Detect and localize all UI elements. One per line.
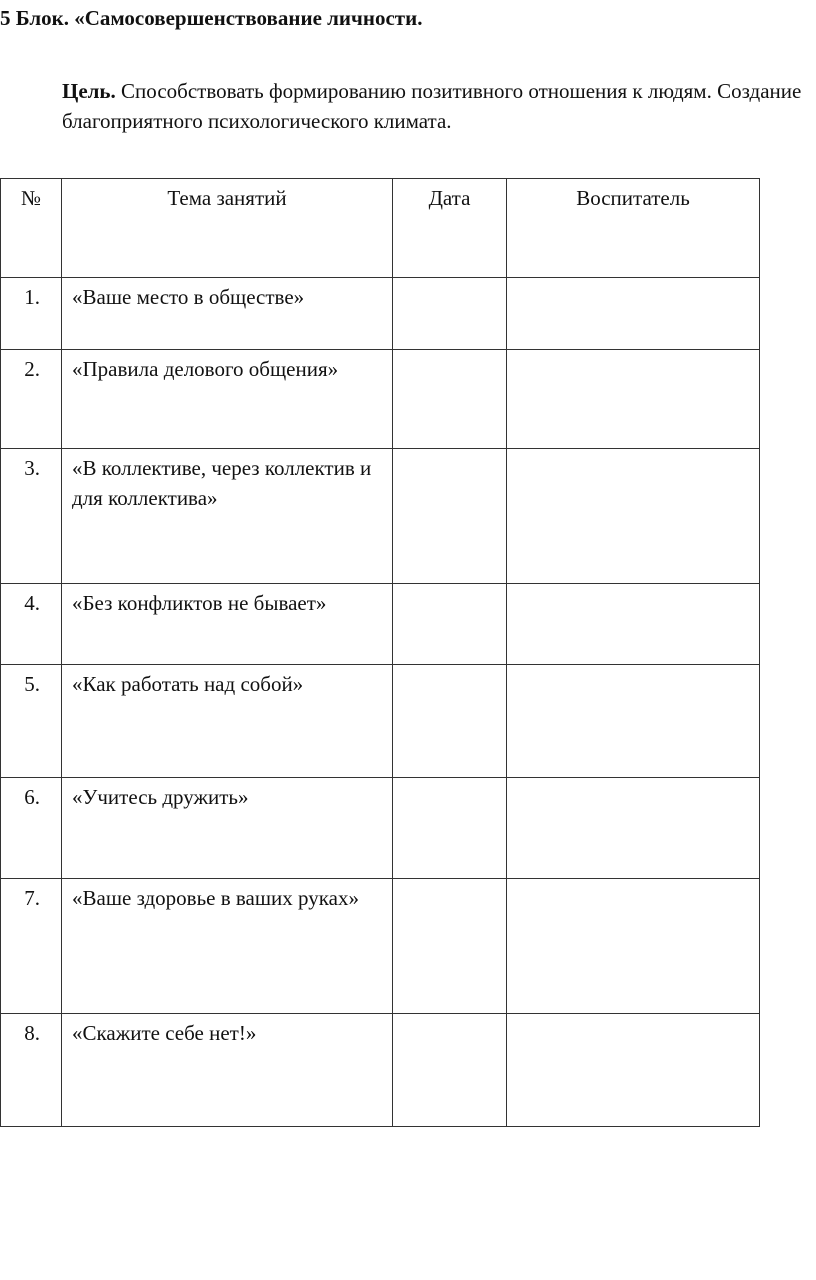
header-number: № <box>1 179 62 278</box>
table-row <box>1 1014 760 1127</box>
header-topic: Тема занятий <box>62 179 393 278</box>
row-number: 6. <box>1 778 62 879</box>
goal-label: Цель. <box>62 79 116 103</box>
row-number: 1. <box>1 278 62 350</box>
row-teacher <box>507 665 760 778</box>
row-number: 5. <box>1 665 62 778</box>
row-date <box>393 879 507 1014</box>
table-row <box>1 449 760 584</box>
row-topic: «Учитесь дружить» <box>62 778 393 879</box>
row-number: 8. <box>1 1014 62 1127</box>
row-teacher <box>507 1014 760 1127</box>
table-row <box>1 350 760 449</box>
row-number: 2. <box>1 350 62 449</box>
table-row <box>1 665 760 778</box>
table-row <box>1 778 760 879</box>
goal-text: Способствовать формированию позитивного отношения к людям. Создание благоприятного психологического климата. <box>62 79 802 133</box>
row-teacher <box>507 778 760 879</box>
goal-paragraph <box>62 76 814 136</box>
lessons-table <box>0 178 760 1127</box>
row-topic: «Скажите себе нет!» <box>62 1014 393 1127</box>
row-teacher <box>507 584 760 665</box>
row-date <box>393 584 507 665</box>
row-teacher <box>507 449 760 584</box>
table-row <box>1 879 760 1014</box>
row-date <box>393 449 507 584</box>
table-header-row <box>1 179 760 278</box>
table-row <box>1 584 760 665</box>
row-date <box>393 665 507 778</box>
header-teacher: Воспитатель <box>507 179 760 278</box>
row-date <box>393 778 507 879</box>
table-row <box>1 278 760 350</box>
row-topic: «Ваше место в обществе» <box>62 278 393 350</box>
block-heading: 5 Блок. «Самосовершенствование личности. <box>0 6 423 30</box>
row-topic: «Правила делового общения» <box>62 350 393 449</box>
row-date <box>393 1014 507 1127</box>
row-number: 7. <box>1 879 62 1014</box>
row-date <box>393 350 507 449</box>
row-number: 3. <box>1 449 62 584</box>
row-topic: «Без конфликтов не бывает» <box>62 584 393 665</box>
row-teacher <box>507 278 760 350</box>
row-topic: «Как работать над собой» <box>62 665 393 778</box>
row-teacher <box>507 879 760 1014</box>
row-number: 4. <box>1 584 62 665</box>
row-topic: «Ваше здоровье в ваших руках» <box>62 879 393 1014</box>
row-topic: «В коллективе, через коллектив и для коллектива» <box>62 449 393 584</box>
row-teacher <box>507 350 760 449</box>
header-date: Дата <box>393 179 507 278</box>
row-date <box>393 278 507 350</box>
